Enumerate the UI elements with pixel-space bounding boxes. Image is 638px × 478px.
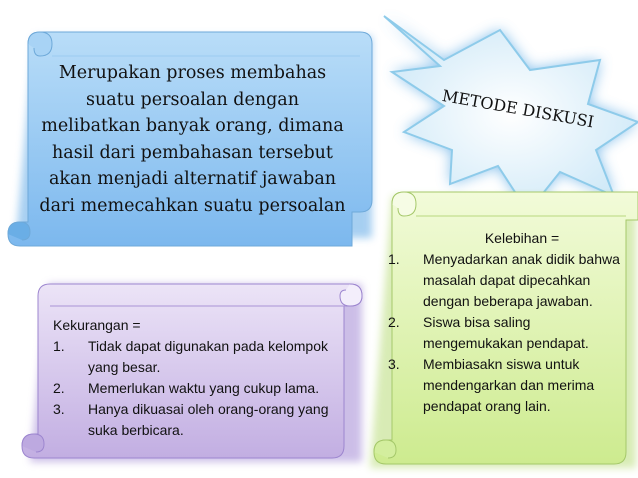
- definition-line: melibatkan banyak orang, dimana: [41, 116, 344, 136]
- list-text: Membiasakn siswa untuk mendengarkan dan merima pendapat orang lain.: [423, 356, 595, 414]
- list-number: 3.: [53, 401, 65, 417]
- list-number: 2.: [53, 380, 65, 396]
- kelebihan-heading: Kelebihan =: [484, 230, 560, 246]
- list-item: [388, 249, 626, 312]
- list-number: 2.: [388, 314, 400, 330]
- definition-line: hasil dari pembahasan tersebut: [52, 142, 333, 163]
- kekurangan-list: [53, 336, 333, 441]
- kelebihan-panel: [388, 228, 626, 417]
- list-item: [53, 336, 333, 378]
- list-text: Siswa bisa saling mengemukakan pendapat.: [423, 314, 589, 351]
- metode-diskusi-title: METODE DISKUSI: [440, 86, 596, 132]
- kekurangan-panel: [53, 315, 333, 441]
- definition-line: akan menjadi alternatif jawaban: [48, 169, 337, 189]
- kelebihan-list: [388, 249, 626, 417]
- list-text: Menyadarkan anak didik bahwa masalah dapat dipecahkan dengan beberapa jawaban.: [423, 251, 620, 309]
- kekurangan-heading: Kekurangan =: [53, 317, 141, 333]
- definition-text: [30, 60, 355, 219]
- list-number: 1.: [53, 338, 65, 354]
- list-item: [388, 354, 626, 417]
- list-text: Memerlukan waktu yang cukup lama.: [88, 380, 320, 396]
- list-item: [53, 399, 333, 441]
- list-number: 3.: [388, 356, 400, 372]
- list-text: Hanya dikuasai oleh orang-orang yang suka berbicara.: [88, 401, 329, 438]
- list-item: [388, 312, 626, 354]
- list-text: Tidak dapat digunakan pada kelompok yang besar.: [88, 338, 328, 375]
- definition-line: dari memecahkan suatu persoalan: [39, 195, 346, 216]
- list-number: 1.: [388, 251, 400, 267]
- definition-line: Merupakan proses membahas: [58, 63, 327, 83]
- definition-line: suatu persoalan dengan: [85, 89, 300, 110]
- list-item: [53, 378, 333, 399]
